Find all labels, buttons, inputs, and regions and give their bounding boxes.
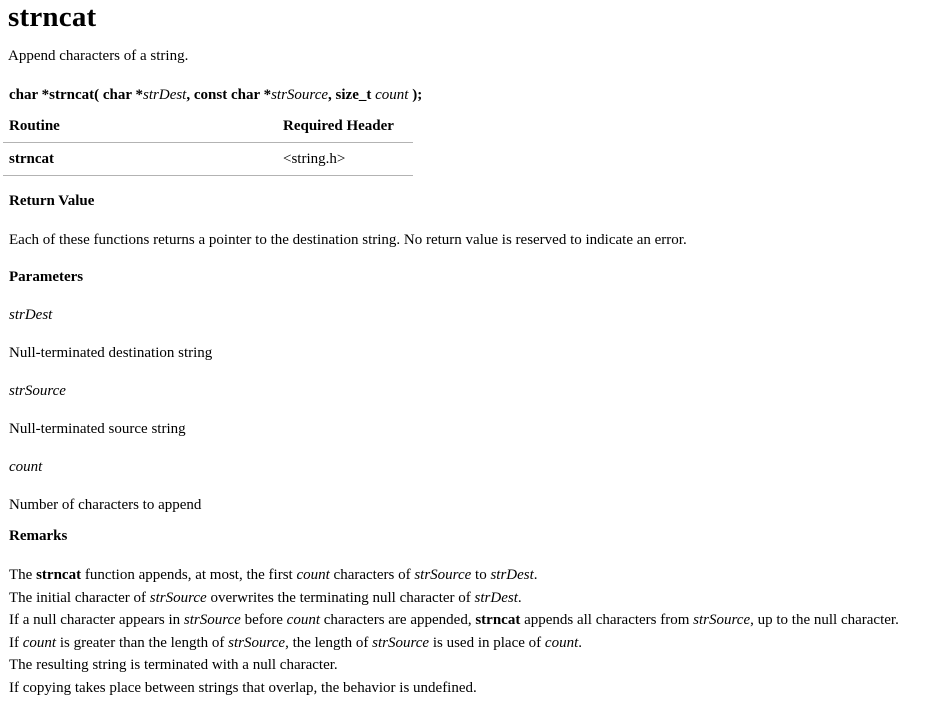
cell-routine: strncat [3,143,277,176]
remarks-line-2 [9,587,899,610]
text: . [533,567,538,583]
function-name: strncat [36,567,82,583]
remarks-body [9,564,899,700]
signature-param-strsource: strSource [271,87,329,103]
param-ref: count [296,567,330,583]
requirements-table [3,110,413,176]
param-ref: count [286,612,320,629]
page-title: strncat [8,1,97,33]
text: The initial character of [9,589,150,606]
param-ref: strSource [693,612,751,629]
remarks-line-6: If copying takes place between strings that overlap, the behavior is undefined. [9,679,477,696]
summary: Append characters of a string. [8,48,189,64]
param-ref: count [22,634,57,651]
param-ref: strDest [490,567,534,583]
remarks-line-5: The resulting string is terminated with a null character. [9,657,338,674]
function-name: strncat [475,612,521,629]
text: overwrites the terminating null character of [206,589,475,606]
function-signature [9,86,422,104]
param-ref: strSource [372,634,430,651]
signature-part: , const char * [186,87,272,103]
param-name-strdest: strDest [9,307,53,323]
cell-header: <string.h> [277,143,413,176]
param-ref: strSource [149,589,207,606]
text: The [9,567,37,583]
remarks-heading: Remarks [9,528,68,544]
remarks-line-4 [9,632,899,655]
table-header-row [3,110,413,143]
column-header-required-header: Required Header [283,117,394,134]
signature-param-strdest: strDest [143,87,187,103]
param-name-strsource: strSource [9,383,66,399]
signature-part: , size_t [328,87,376,103]
text: If a null character appears in [9,612,184,629]
param-ref: strSource [228,634,286,651]
remarks-line-1 [9,564,899,587]
text: . [517,589,522,606]
text: is greater than the length of [56,634,229,651]
text: , up to the null character. [750,612,899,629]
remarks-line-3 [9,609,899,632]
text: function appends, at most, the first [81,567,297,583]
text: If [9,634,23,651]
column-header-routine: Routine [9,117,60,134]
param-name-count: count [9,459,43,475]
return-value-heading: Return Value [9,193,95,209]
signature-param-count: count [375,87,409,103]
text: characters are appended, [320,612,476,629]
param-desc-count: Number of characters to append [9,497,202,513]
param-desc-strsource: Null-terminated source string [9,421,186,437]
param-desc-strdest: Null-terminated destination string [9,345,213,361]
signature-part: ); [408,87,423,103]
param-ref: strDest [474,589,518,606]
return-value-text: Each of these functions returns a pointer to the destination string. No return value is reserved to indicate an error. [9,232,687,248]
param-ref: count [544,634,579,651]
param-ref: strSource [183,612,241,629]
text: is used in place of [429,634,545,651]
text: to [471,567,491,583]
param-ref: strSource [414,567,472,583]
text: before [240,612,287,629]
text: characters of [329,567,415,583]
text: appends all characters from [520,612,694,629]
text: . [578,634,582,651]
parameters-heading: Parameters [9,269,84,285]
text: , the length of [285,634,373,651]
signature-part: char *strncat( char * [9,87,144,103]
table-row [3,143,413,176]
